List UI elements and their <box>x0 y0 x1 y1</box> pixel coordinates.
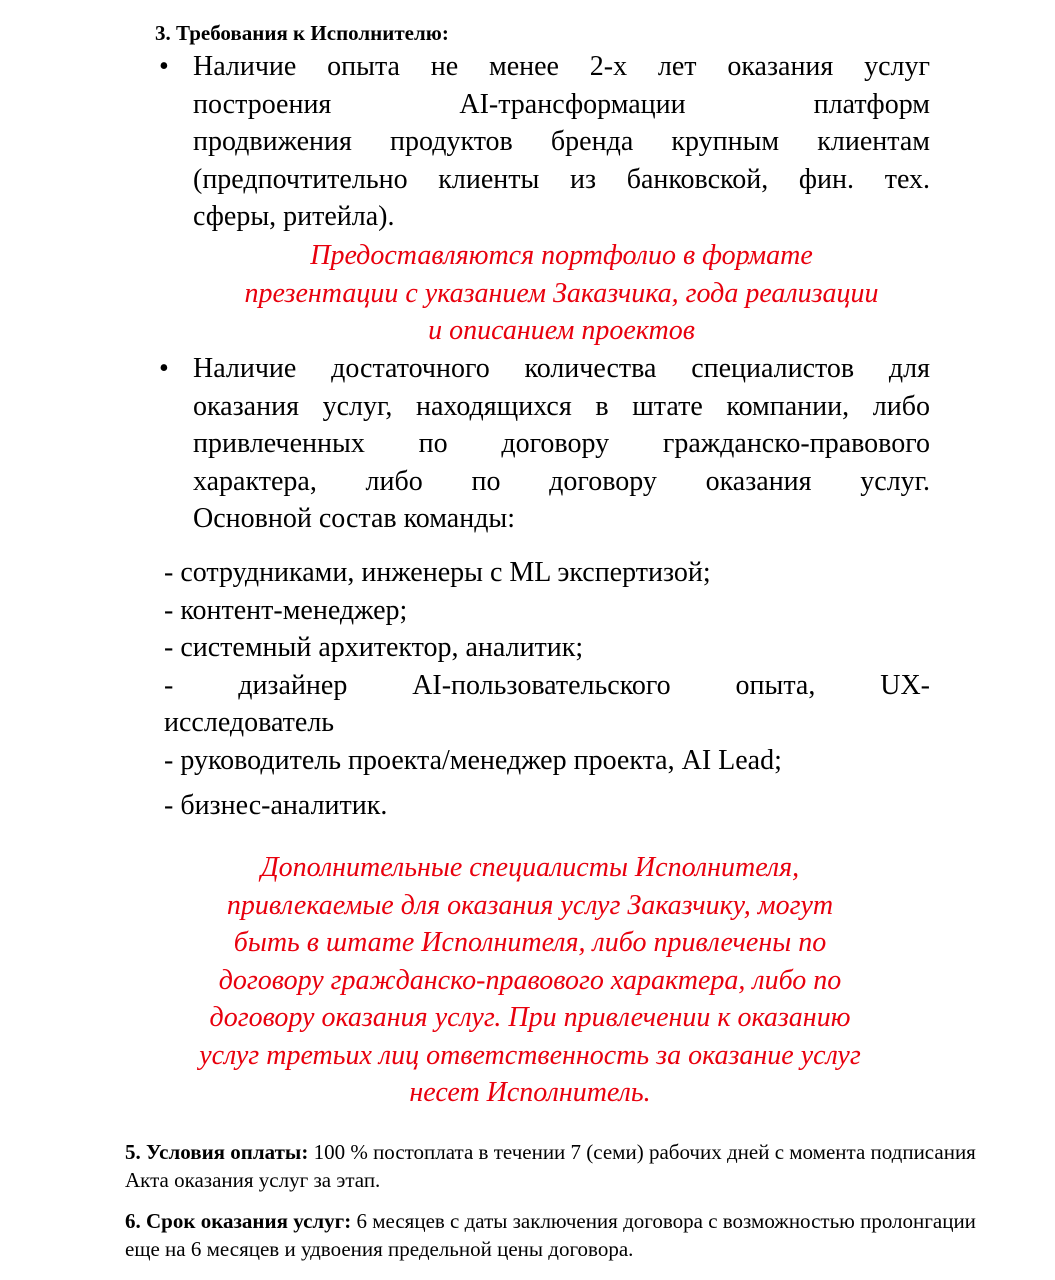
text-line: несет Исполнитель. <box>409 1077 651 1108</box>
list-item: - бизнес-аналитик. <box>164 790 388 821</box>
list-item: исследователь <box>164 707 335 738</box>
text-line: Дополнительные специалисты Исполнителя, <box>260 852 800 883</box>
text-line: Основной состав команды: <box>193 503 516 534</box>
text-line: услуг третьих лиц ответственность за оказание услуг <box>199 1039 861 1071</box>
section3-heading: 3. Требования к Исполнителю: <box>155 21 449 45</box>
text-line: (предпочтительно клиенты из банковской, фин. тех. <box>193 163 930 195</box>
text-line: быть в штате Исполнителя, либо привлечены по <box>233 927 827 958</box>
text-line: привлекаемые для оказания услуг Заказчику, могут <box>226 889 834 921</box>
text-line: привлеченных по договору гражданско-правового <box>193 428 930 459</box>
section5-text: 100 % постоплата в течении 7 (семи) рабочих дней с момента подписания <box>313 1140 976 1164</box>
text-line: характера, либо по договору оказания услуг. <box>193 465 930 497</box>
section5-label: 5. Условия оплаты: <box>125 1140 309 1164</box>
text-line: презентации с указанием Заказчика, года реализации <box>244 277 879 309</box>
list-item: - дизайнер AI-пользовательского опыта, UX- <box>164 669 930 701</box>
list-item: - сотрудниками, инженеры с ML экспертизой; <box>164 557 711 588</box>
text-line: договору оказания услуг. При привлечении к оказанию <box>209 1002 851 1033</box>
text-line: построения AI-трансформации платформ <box>193 88 930 120</box>
text-line: продвижения продуктов бренда крупным клиентам <box>193 126 930 157</box>
section6-label: 6. Срок оказания услуг: <box>125 1209 352 1233</box>
bullet-item-experience <box>193 48 930 236</box>
text-line <box>125 1138 976 1166</box>
list-item: - контент-менеджер; <box>164 594 408 626</box>
text-line: договору гражданско-правового характера, либо по <box>218 964 842 996</box>
list-item: - системный архитектор, аналитик; <box>164 632 584 663</box>
list-item: - руководитель проекта/менеджер проекта, AI Lead; <box>164 744 782 776</box>
section6-service-term <box>125 1207 976 1263</box>
bullet-icon <box>159 350 179 388</box>
text-line: и описанием проектов <box>428 315 695 346</box>
team-list-last-item <box>164 787 930 825</box>
portfolio-note <box>193 237 930 350</box>
text-line: сферы, ритейла). <box>193 201 395 232</box>
text-line <box>125 1207 976 1235</box>
text-line: оказания услуг, находящихся в штате компании, либо <box>193 390 930 422</box>
text-line: Наличие опыта не менее 2-х лет оказания услуг <box>193 51 930 82</box>
text-line: еще на 6 месяцев и удвоения предельной цены договора. <box>125 1237 634 1261</box>
subcontract-note <box>125 849 935 1112</box>
bullet-item-team <box>193 350 930 538</box>
text-line: Акта оказания услуг за этап. <box>125 1168 381 1192</box>
bullet-icon <box>159 48 179 86</box>
section5-payment-terms <box>125 1138 976 1194</box>
team-list <box>164 554 930 779</box>
text-line: Наличие достаточного количества специалистов для <box>193 353 930 384</box>
text-line: Предоставляются портфолио в формате <box>310 240 813 271</box>
section6-text: 6 месяцев с даты заключения договора с возможностью пролонгации <box>356 1209 976 1233</box>
